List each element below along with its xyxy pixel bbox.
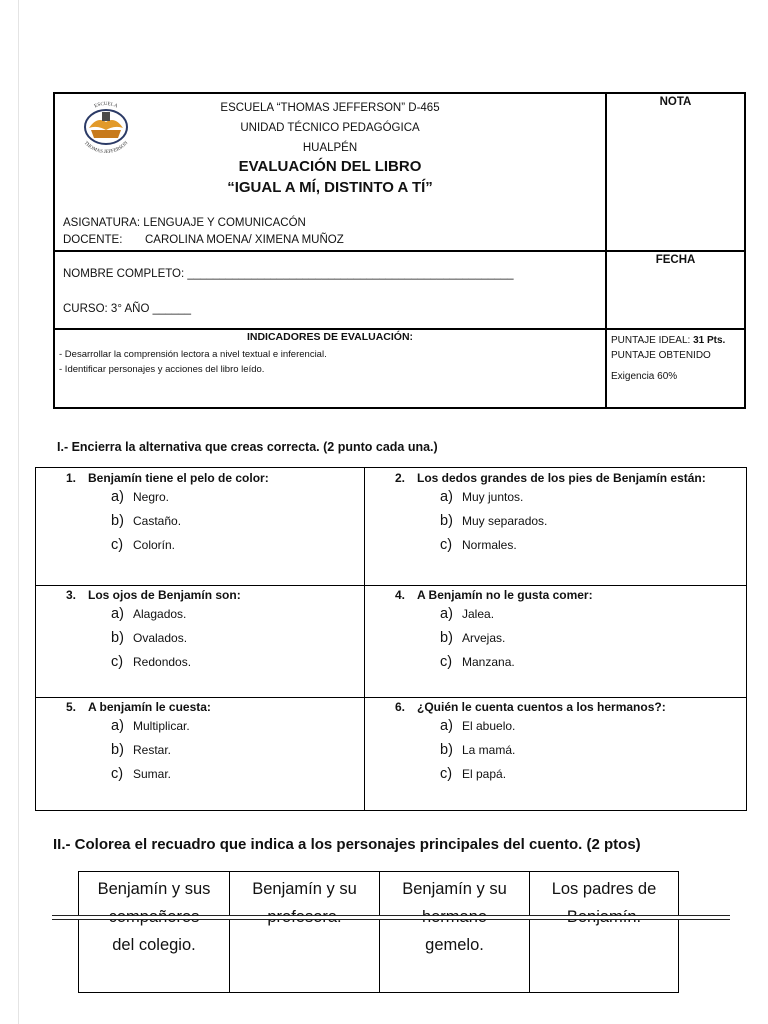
questions-table bbox=[35, 467, 747, 811]
school-city: HUALPÉN bbox=[302, 142, 358, 154]
option-letter: a) bbox=[440, 606, 453, 622]
subject-line: ASIGNATURA: LENGUAJE Y COMUNICACÓN bbox=[63, 217, 306, 229]
question-number: 2. bbox=[395, 471, 406, 485]
evaluation-title bbox=[175, 156, 485, 198]
question-4 bbox=[365, 588, 695, 674]
evaluation-title-line2: “IGUAL A MÍ, DISTINTO A TÍ” bbox=[227, 179, 433, 196]
option-b[interactable] bbox=[111, 738, 366, 762]
question-number: 3. bbox=[66, 588, 77, 602]
teacher-names: CAROLINA MOENA/ XIMENA MUÑOZ bbox=[145, 234, 344, 246]
option-text: Manzana. bbox=[462, 655, 515, 669]
option-text: Jalea. bbox=[462, 607, 495, 621]
indicators-title: INDICADORES DE EVALUACIÓN: bbox=[246, 331, 414, 343]
character-option-1[interactable] bbox=[79, 872, 229, 992]
option-text: Colorín. bbox=[133, 538, 176, 552]
question-number: 1. bbox=[66, 471, 77, 485]
divider bbox=[55, 328, 744, 330]
option-text: Negro. bbox=[133, 490, 170, 504]
option-c[interactable] bbox=[111, 533, 366, 557]
indicators-list bbox=[59, 347, 327, 377]
divider bbox=[36, 697, 746, 698]
school-name: ESCUELA “THOMAS JEFFERSON” D-465 bbox=[220, 102, 440, 114]
option-text: Redondos. bbox=[133, 655, 192, 669]
option-b[interactable] bbox=[440, 738, 695, 762]
section1-title: I.- Encierra la alternativa que creas correcta. (2 punto cada una.) bbox=[57, 440, 438, 454]
logo-top-text: ESCUELA bbox=[93, 101, 119, 110]
question-text: Los ojos de Benjamín son: bbox=[88, 588, 241, 602]
option-letter: a) bbox=[111, 606, 124, 622]
option-letter: c) bbox=[111, 766, 124, 782]
teacher-line bbox=[63, 232, 344, 249]
option-a[interactable] bbox=[111, 602, 366, 626]
option-text: Restar. bbox=[133, 743, 172, 757]
nota-label: NOTA bbox=[659, 96, 692, 108]
option-text: Castaño. bbox=[133, 514, 182, 528]
characters-table bbox=[78, 871, 679, 993]
school-logo bbox=[71, 98, 141, 154]
divider bbox=[55, 250, 744, 252]
school-info bbox=[175, 98, 485, 158]
indicator-item: - Desarrollar la comprensión lectora a nivel textual e inferencial. bbox=[59, 349, 327, 360]
header-table bbox=[53, 92, 746, 409]
option-letter: c) bbox=[111, 654, 124, 670]
question-text: A Benjamín no le gusta comer: bbox=[417, 588, 593, 602]
option-letter: b) bbox=[440, 742, 453, 758]
indicator-item: - Identificar personajes y acciones del libro leído. bbox=[59, 364, 265, 375]
page-edge bbox=[18, 0, 19, 1024]
cell-line: Benjamín y sus bbox=[97, 880, 211, 898]
option-a[interactable] bbox=[440, 714, 695, 738]
divider bbox=[36, 585, 746, 586]
option-text: La mamá. bbox=[462, 743, 516, 757]
cell-line: gemelo. bbox=[425, 936, 484, 954]
cell-line: Benjamín y su bbox=[402, 880, 507, 898]
option-text: Alagados. bbox=[133, 607, 187, 621]
option-text: El abuelo. bbox=[462, 719, 516, 733]
question-number: 6. bbox=[395, 700, 406, 714]
option-b[interactable] bbox=[440, 626, 695, 650]
exigencia: Exigencia 60% bbox=[611, 371, 678, 382]
character-option-2[interactable] bbox=[230, 872, 379, 992]
option-c[interactable] bbox=[111, 650, 366, 674]
school-unit: UNIDAD TÉCNICO PEDAGÓGICA bbox=[240, 122, 420, 134]
option-letter: a) bbox=[440, 489, 453, 505]
option-text: Muy juntos. bbox=[462, 490, 524, 504]
option-letter: b) bbox=[440, 513, 453, 529]
option-letter: a) bbox=[111, 718, 124, 734]
fecha-label: FECHA bbox=[655, 254, 696, 266]
option-text: Multiplicar. bbox=[133, 719, 190, 733]
evaluation-title-line1: EVALUACIÓN DEL LIBRO bbox=[238, 158, 422, 175]
option-letter: c) bbox=[440, 654, 453, 670]
option-c[interactable] bbox=[440, 533, 695, 557]
question-text: ¿Quién le cuenta cuentos a los hermanos?: bbox=[417, 700, 666, 714]
option-letter: b) bbox=[440, 630, 453, 646]
option-a[interactable] bbox=[440, 602, 695, 626]
name-field[interactable]: NOMBRE COMPLETO: ___________________________________________________ bbox=[63, 268, 514, 280]
option-text: Ovalados. bbox=[133, 631, 188, 645]
option-letter: a) bbox=[111, 489, 124, 505]
cell-line: Los padres de bbox=[551, 880, 657, 898]
question-1 bbox=[36, 471, 366, 557]
question-6 bbox=[365, 700, 695, 786]
option-c[interactable] bbox=[440, 762, 695, 786]
option-b[interactable] bbox=[111, 626, 366, 650]
option-text: Arvejas. bbox=[462, 631, 506, 645]
teacher-label: DOCENTE: bbox=[63, 234, 123, 246]
subject-info bbox=[63, 215, 344, 249]
option-letter: c) bbox=[440, 537, 453, 553]
option-a[interactable] bbox=[440, 485, 695, 509]
score-obtained: PUNTAJE OBTENIDO bbox=[611, 350, 711, 361]
character-option-3[interactable] bbox=[380, 872, 529, 992]
question-number: 5. bbox=[66, 700, 77, 714]
option-text: El papá. bbox=[462, 767, 507, 781]
option-text: Muy separados. bbox=[462, 514, 548, 528]
question-3 bbox=[36, 588, 366, 674]
option-letter: c) bbox=[111, 537, 124, 553]
option-text: Normales. bbox=[462, 538, 517, 552]
question-text: Los dedos grandes de los pies de Benjamín están: bbox=[417, 471, 706, 485]
option-a[interactable] bbox=[111, 485, 366, 509]
question-text: A benjamín le cuesta: bbox=[88, 700, 211, 714]
option-c[interactable] bbox=[440, 650, 695, 674]
question-number: 4. bbox=[395, 588, 406, 602]
score-box bbox=[611, 331, 725, 386]
option-letter: b) bbox=[111, 630, 124, 646]
option-b[interactable] bbox=[111, 509, 366, 533]
question-2 bbox=[365, 471, 706, 557]
option-letter: b) bbox=[111, 742, 124, 758]
option-letter: c) bbox=[440, 766, 453, 782]
cell-line: del colegio. bbox=[112, 936, 196, 954]
option-letter: a) bbox=[440, 718, 453, 734]
strike-bar bbox=[52, 915, 730, 920]
section2-title: II.- Colorea el recuadro que indica a los personajes principales del cuento. (2 ptos) bbox=[53, 836, 641, 853]
score-ideal-value: 31 Pts. bbox=[693, 335, 726, 346]
question-5 bbox=[36, 700, 366, 786]
option-letter: b) bbox=[111, 513, 124, 529]
option-b[interactable] bbox=[440, 509, 695, 533]
logo-bottom-text: THOMAS JEFFERSON bbox=[82, 140, 130, 154]
option-text: Sumar. bbox=[133, 767, 172, 781]
cell-line: Benjamín y su bbox=[252, 880, 357, 898]
option-c[interactable] bbox=[111, 762, 366, 786]
curso-field[interactable]: CURSO: 3° AÑO ______ bbox=[63, 303, 191, 315]
character-option-4[interactable] bbox=[530, 872, 678, 992]
question-text: Benjamín tiene el pelo de color: bbox=[88, 471, 269, 485]
score-ideal-label: PUNTAJE IDEAL: bbox=[611, 335, 691, 346]
option-a[interactable] bbox=[111, 714, 366, 738]
